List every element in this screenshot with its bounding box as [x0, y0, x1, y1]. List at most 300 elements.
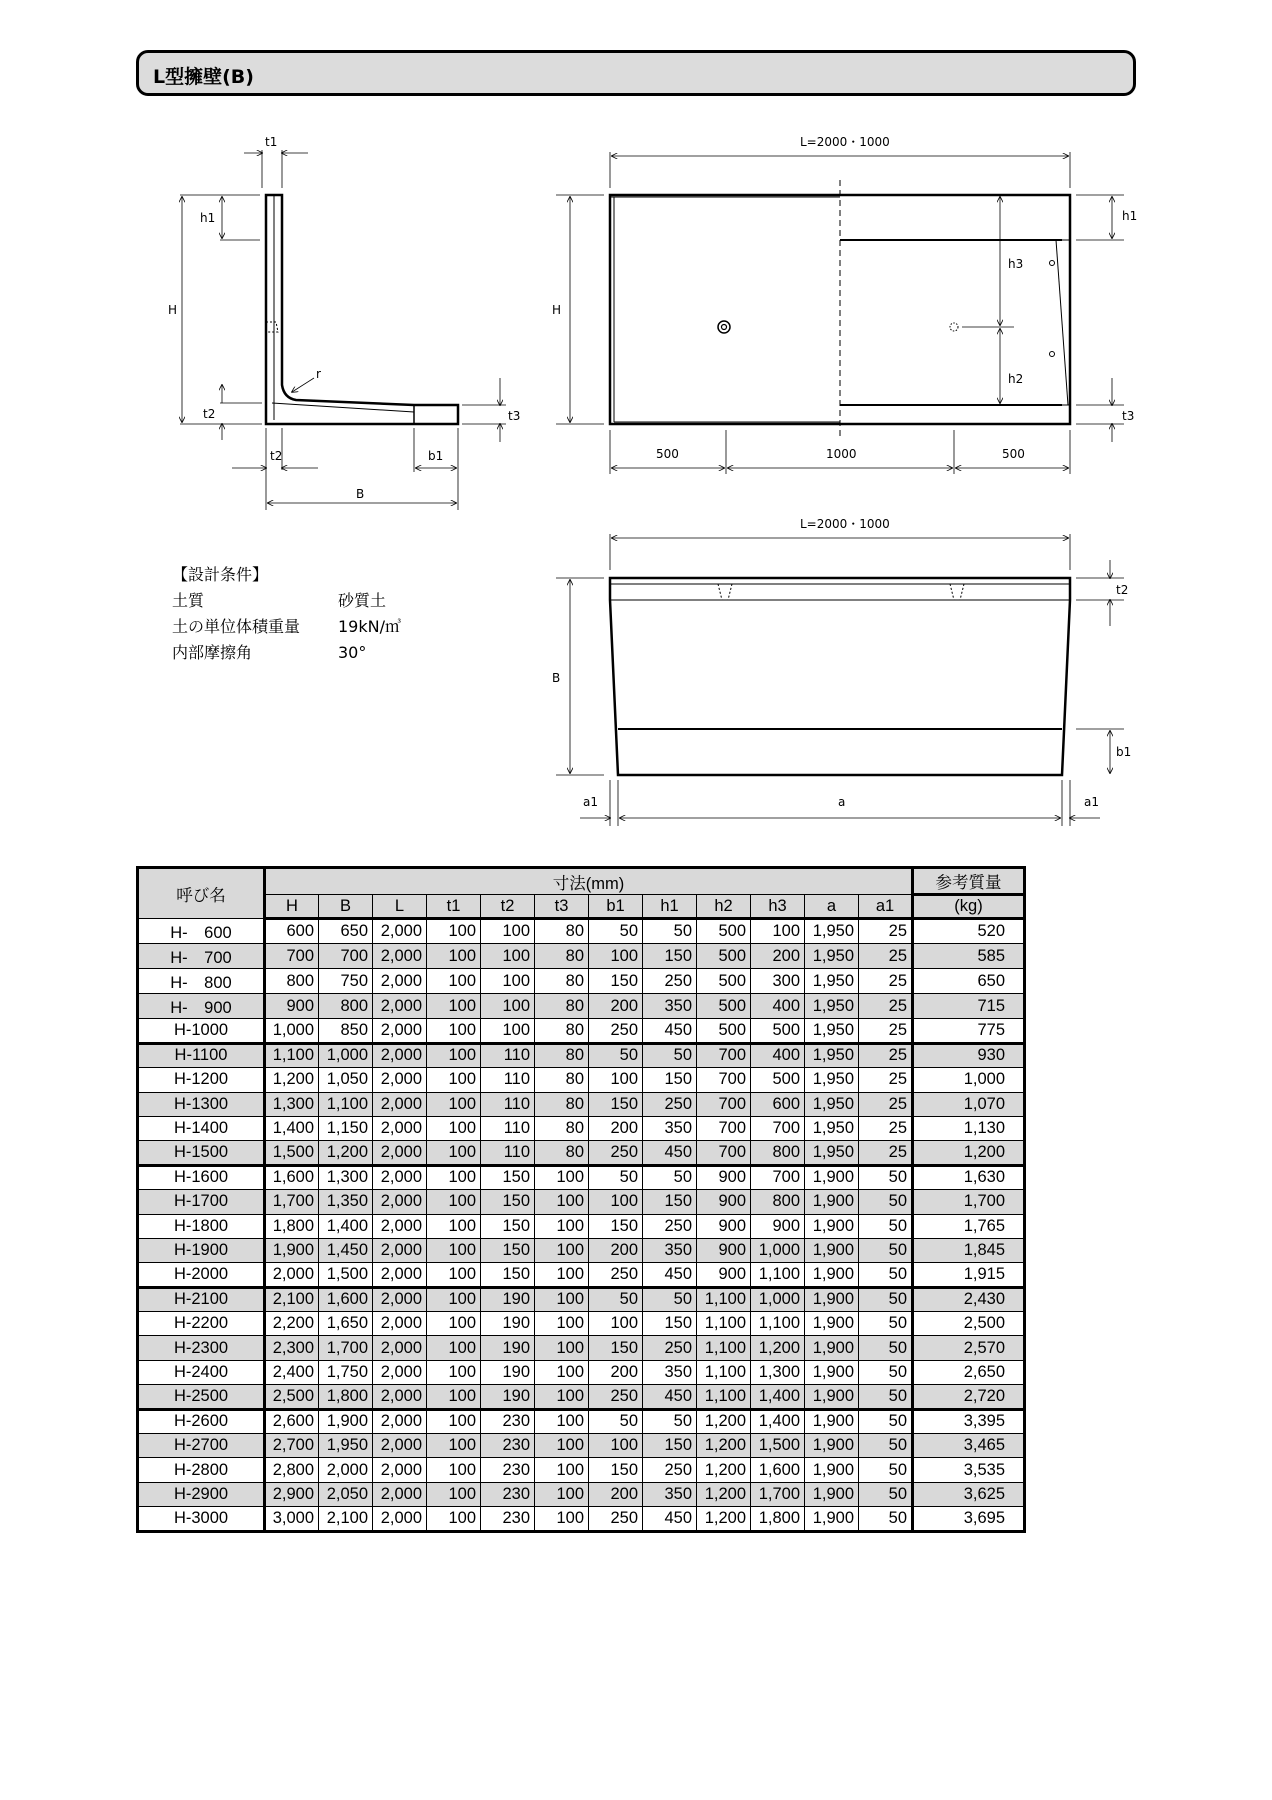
drain-hole-lower [1050, 352, 1055, 357]
table-cell: 50 [589, 1287, 643, 1311]
weight-cell: 1,130 [913, 1116, 1025, 1140]
table-cell: 400 [751, 1043, 805, 1067]
row-name-cell: H-2000 [138, 1263, 265, 1287]
section-labels [168, 135, 520, 501]
row-name-cell: H- 600 [138, 919, 265, 944]
label-500-right: 500 [1002, 447, 1025, 461]
label-a1-right: a1 [1084, 795, 1099, 809]
table-cell: 1,150 [319, 1116, 373, 1140]
label-H: H [168, 303, 178, 317]
table-cell: 800 [751, 1190, 805, 1214]
row-name-cell: H-3000 [138, 1507, 265, 1531]
column-header: t1 [427, 895, 481, 919]
table-cell: 2,600 [265, 1409, 319, 1433]
lift-hole-dotted [266, 322, 278, 332]
table-cell: 230 [481, 1482, 535, 1506]
table-cell: 1,000 [751, 1287, 805, 1311]
table-cell: 2,100 [319, 1507, 373, 1531]
row-name-cell: H-1200 [138, 1068, 265, 1092]
table-cell: 100 [427, 1507, 481, 1531]
table-cell: 2,050 [319, 1482, 373, 1506]
table-cell: 100 [535, 1238, 589, 1262]
condition-label: 内部摩擦角 [172, 643, 253, 662]
table-cell: 1,200 [751, 1336, 805, 1360]
table-cell: 100 [427, 1409, 481, 1433]
table-cell: 1,100 [697, 1360, 751, 1384]
table-cell: 1,100 [697, 1312, 751, 1336]
table-cell: 3,000 [265, 1507, 319, 1531]
column-header: t2 [481, 895, 535, 919]
row-name-cell: H-2300 [138, 1336, 265, 1360]
table-cell: 1,350 [319, 1190, 373, 1214]
table-cell: 1,950 [805, 1092, 859, 1116]
table-cell: 1,400 [265, 1116, 319, 1140]
table-cell: 1,200 [697, 1482, 751, 1506]
table-cell: 150 [643, 1434, 697, 1458]
table-cell: 100 [535, 1482, 589, 1506]
table-cell: 2,000 [373, 1214, 427, 1238]
table-row [138, 969, 1025, 994]
table-cell: 1,800 [319, 1385, 373, 1409]
table-cell: 50 [859, 1409, 913, 1433]
table-cell: 500 [697, 994, 751, 1019]
table-row [138, 1238, 1025, 1262]
table-cell: 700 [751, 1116, 805, 1140]
table-cell: 50 [859, 1434, 913, 1458]
table-cell: 2,000 [373, 1238, 427, 1262]
table-cell: 2,500 [265, 1385, 319, 1409]
table-cell: 700 [751, 1165, 805, 1189]
table-cell: 1,100 [319, 1092, 373, 1116]
row-name-cell: H- 800 [138, 969, 265, 994]
table-row [138, 1434, 1025, 1458]
table-cell: 25 [859, 919, 913, 944]
table-cell: 250 [643, 969, 697, 994]
table-cell: 100 [481, 969, 535, 994]
weight-cell: 3,395 [913, 1409, 1025, 1433]
table-cell: 150 [481, 1165, 535, 1189]
condition-label: 土の単位体積重量 [172, 617, 301, 636]
table-cell: 100 [427, 1263, 481, 1287]
table-cell: 150 [481, 1263, 535, 1287]
table-cell: 50 [859, 1507, 913, 1531]
table-cell: 650 [319, 919, 373, 944]
table-cell: 500 [697, 969, 751, 994]
row-name-cell: H-2800 [138, 1458, 265, 1482]
label-h1-front: h1 [1122, 209, 1138, 223]
table-cell: 50 [859, 1165, 913, 1189]
row-name-cell: H-1700 [138, 1190, 265, 1214]
table-cell: 200 [589, 994, 643, 1019]
table-cell: 1,100 [751, 1263, 805, 1287]
table-cell: 2,000 [373, 1507, 427, 1531]
table-cell: 80 [535, 1116, 589, 1140]
table-cell: 50 [589, 1165, 643, 1189]
table-cell: 100 [589, 944, 643, 969]
row-name-cell: H- 700 [138, 944, 265, 969]
design-conditions [172, 562, 401, 666]
table-cell: 900 [697, 1238, 751, 1262]
weight-cell: 650 [913, 969, 1025, 994]
lift-anchor-right [950, 323, 958, 331]
table-cell: 700 [697, 1092, 751, 1116]
table-cell: 2,000 [373, 1092, 427, 1116]
weight-cell: 2,500 [913, 1312, 1025, 1336]
table-cell: 1,950 [805, 969, 859, 994]
table-cell: 100 [427, 1092, 481, 1116]
technical-drawing [0, 0, 1272, 840]
table-cell: 100 [589, 1190, 643, 1214]
table-cell: 200 [589, 1238, 643, 1262]
table-cell: 110 [481, 1141, 535, 1165]
table-cell: 2,000 [373, 1434, 427, 1458]
label-B: B [356, 487, 365, 501]
table-cell: 1,950 [805, 1141, 859, 1165]
table-cell: 100 [427, 1141, 481, 1165]
table-cell: 100 [427, 1385, 481, 1409]
row-name-cell: H-2100 [138, 1287, 265, 1311]
row-name-cell: H- 900 [138, 994, 265, 1019]
table-cell: 2,900 [265, 1482, 319, 1506]
table-cell: 100 [427, 1190, 481, 1214]
table-cell: 1,750 [319, 1360, 373, 1384]
weight-cell: 3,695 [913, 1507, 1025, 1531]
table-cell: 1,450 [319, 1238, 373, 1262]
table-cell: 100 [427, 1068, 481, 1092]
table-cell: 2,000 [373, 1385, 427, 1409]
table-cell: 2,100 [265, 1287, 319, 1311]
table-cell: 2,000 [373, 969, 427, 994]
table-cell: 50 [859, 1190, 913, 1214]
table-cell: 450 [643, 1019, 697, 1043]
table-cell: 750 [319, 969, 373, 994]
row-name-cell: H-1100 [138, 1043, 265, 1067]
table-cell: 500 [751, 1019, 805, 1043]
column-header: a1 [859, 895, 913, 919]
table-cell: 1,100 [265, 1043, 319, 1067]
table-cell: 1,900 [805, 1385, 859, 1409]
plan-hole-left [718, 584, 732, 600]
header-weight: 参考質量 [913, 868, 1025, 895]
table-cell: 100 [481, 944, 535, 969]
column-header: B [319, 895, 373, 919]
table-cell: 700 [697, 1043, 751, 1067]
table-cell: 1,400 [751, 1409, 805, 1433]
table-cell: 2,000 [319, 1458, 373, 1482]
table-cell: 150 [589, 969, 643, 994]
column-header: a [805, 895, 859, 919]
table-cell: 1,200 [265, 1068, 319, 1092]
row-name-cell: H-1800 [138, 1214, 265, 1238]
table-cell: 1,500 [751, 1434, 805, 1458]
table-row [138, 919, 1025, 944]
table-cell: 1,100 [697, 1336, 751, 1360]
table-cell: 25 [859, 1043, 913, 1067]
table-cell: 50 [859, 1458, 913, 1482]
table-cell: 600 [751, 1092, 805, 1116]
table-cell: 2,000 [373, 919, 427, 944]
table-cell: 80 [535, 919, 589, 944]
table-cell: 450 [643, 1263, 697, 1287]
table-cell: 2,000 [373, 1019, 427, 1043]
table-cell: 100 [535, 1287, 589, 1311]
label-a1-left: a1 [583, 795, 598, 809]
table-cell: 150 [643, 1312, 697, 1336]
table-cell: 1,200 [697, 1434, 751, 1458]
table-cell: 1,700 [751, 1482, 805, 1506]
table-cell: 80 [535, 1068, 589, 1092]
row-name-cell: H-2200 [138, 1312, 265, 1336]
weight-cell: 2,570 [913, 1336, 1025, 1360]
table-cell: 1,300 [265, 1092, 319, 1116]
table-row [138, 1458, 1025, 1482]
table-cell: 1,200 [319, 1141, 373, 1165]
table-cell: 100 [427, 1458, 481, 1482]
table-cell: 100 [427, 1116, 481, 1140]
table-cell: 2,000 [373, 1482, 427, 1506]
table-cell: 110 [481, 1043, 535, 1067]
table-cell: 250 [643, 1214, 697, 1238]
plan-hole-right [950, 584, 964, 600]
table-cell: 25 [859, 1092, 913, 1116]
table-cell: 190 [481, 1336, 535, 1360]
table-cell: 25 [859, 1116, 913, 1140]
table-cell: 350 [643, 1238, 697, 1262]
table-cell: 1,950 [805, 944, 859, 969]
table-cell: 1,000 [265, 1019, 319, 1043]
section-view [180, 150, 506, 510]
table-cell: 250 [589, 1507, 643, 1531]
table-cell: 1,950 [805, 1043, 859, 1067]
table-row [138, 1116, 1025, 1140]
weight-cell: 715 [913, 994, 1025, 1019]
table-cell: 80 [535, 1043, 589, 1067]
table-cell: 250 [643, 1092, 697, 1116]
table-cell: 2,000 [373, 1263, 427, 1287]
weight-cell: 1,765 [913, 1214, 1025, 1238]
table-cell: 700 [697, 1068, 751, 1092]
table-cell: 1,650 [319, 1312, 373, 1336]
table-cell: 250 [589, 1385, 643, 1409]
table-cell: 190 [481, 1312, 535, 1336]
table-cell: 230 [481, 1434, 535, 1458]
table-cell: 1,900 [265, 1238, 319, 1262]
table-cell: 25 [859, 1068, 913, 1092]
table-cell: 100 [427, 1238, 481, 1262]
table-row [138, 1214, 1025, 1238]
table-cell: 1,000 [751, 1238, 805, 1262]
weight-cell: 930 [913, 1043, 1025, 1067]
table-cell: 2,000 [373, 1336, 427, 1360]
table-cell: 1,400 [751, 1385, 805, 1409]
table-row [138, 944, 1025, 969]
table-cell: 190 [481, 1360, 535, 1384]
column-header: h1 [643, 895, 697, 919]
table-cell: 150 [643, 944, 697, 969]
table-cell: 900 [697, 1214, 751, 1238]
table-cell: 2,200 [265, 1312, 319, 1336]
table-cell: 1,500 [319, 1263, 373, 1287]
table-cell: 1,950 [805, 1116, 859, 1140]
table-cell: 1,950 [805, 1019, 859, 1043]
table-row [138, 1263, 1025, 1287]
table-cell: 100 [535, 1385, 589, 1409]
table-cell: 350 [643, 1482, 697, 1506]
table-cell: 50 [643, 919, 697, 944]
table-cell: 2,000 [373, 1360, 427, 1384]
label-B-plan: B [552, 671, 561, 685]
table-cell: 2,000 [373, 1287, 427, 1311]
condition-value: 19kN/㎥ [338, 617, 401, 636]
label-a: a [838, 795, 846, 809]
condition-row [172, 614, 401, 640]
table-cell: 1,950 [319, 1434, 373, 1458]
table-cell: 2,000 [373, 1190, 427, 1214]
table-cell: 100 [427, 1312, 481, 1336]
table-cell: 700 [265, 944, 319, 969]
table-cell: 1,800 [265, 1214, 319, 1238]
weight-cell: 1,000 [913, 1068, 1025, 1092]
condition-value: 砂質土 [338, 591, 387, 610]
header-dimensions: 寸法(mm) [265, 868, 913, 895]
table-row [138, 1336, 1025, 1360]
plan-labels [552, 517, 1131, 809]
weight-cell: 1,630 [913, 1165, 1025, 1189]
table-cell: 1,950 [805, 919, 859, 944]
weight-cell: 2,430 [913, 1287, 1025, 1311]
column-header: h2 [697, 895, 751, 919]
header-weight-unit: (kg) [913, 895, 1025, 919]
table-cell: 250 [589, 1141, 643, 1165]
table-cell: 100 [589, 1312, 643, 1336]
table-cell: 350 [643, 1360, 697, 1384]
table-cell: 100 [427, 1019, 481, 1043]
table-cell: 110 [481, 1068, 535, 1092]
table-cell: 80 [535, 1019, 589, 1043]
table-cell: 80 [535, 1092, 589, 1116]
table-cell: 150 [643, 1190, 697, 1214]
table-cell: 230 [481, 1507, 535, 1531]
table-cell: 450 [643, 1385, 697, 1409]
weight-cell: 1,070 [913, 1092, 1025, 1116]
table-cell: 250 [589, 1019, 643, 1043]
table-cell: 2,000 [373, 994, 427, 1019]
row-name-cell: H-2400 [138, 1360, 265, 1384]
label-L-front: L=2000・1000 [800, 135, 890, 149]
table-cell: 450 [643, 1507, 697, 1531]
conditions-heading: 【設計条件】 [172, 565, 269, 584]
plan-view [556, 534, 1124, 826]
table-cell: 500 [697, 919, 751, 944]
table-cell: 850 [319, 1019, 373, 1043]
table-cell: 100 [481, 919, 535, 944]
table-cell: 2,400 [265, 1360, 319, 1384]
table-cell: 100 [535, 1434, 589, 1458]
table-cell: 1,400 [319, 1214, 373, 1238]
front-elevation [556, 152, 1124, 474]
table-row [138, 1385, 1025, 1409]
taper-edge [1056, 240, 1068, 405]
table-cell: 250 [589, 1263, 643, 1287]
table-cell: 100 [535, 1360, 589, 1384]
table-cell: 100 [589, 1068, 643, 1092]
label-t2-plan: t2 [1116, 583, 1129, 597]
weight-cell: 1,700 [913, 1190, 1025, 1214]
table-cell: 150 [589, 1458, 643, 1482]
table-cell: 1,700 [319, 1336, 373, 1360]
table-cell: 2,000 [373, 1312, 427, 1336]
front-labels [552, 135, 1137, 461]
table-cell: 500 [697, 944, 751, 969]
table-cell: 900 [751, 1214, 805, 1238]
table-cell: 1,100 [697, 1385, 751, 1409]
row-name-cell: H-1900 [138, 1238, 265, 1262]
table-cell: 300 [751, 969, 805, 994]
table-cell: 100 [427, 1336, 481, 1360]
table-cell: 50 [589, 1043, 643, 1067]
table-cell: 80 [535, 944, 589, 969]
table-cell: 230 [481, 1458, 535, 1482]
label-500-left: 500 [656, 447, 679, 461]
table-cell: 1,900 [805, 1458, 859, 1482]
table-cell: 1,950 [805, 994, 859, 1019]
table-cell: 50 [643, 1165, 697, 1189]
label-h1: h1 [200, 211, 216, 225]
table-cell: 100 [427, 919, 481, 944]
table-cell: 2,000 [373, 1043, 427, 1067]
table-cell: 100 [427, 944, 481, 969]
table-cell: 1,200 [697, 1409, 751, 1433]
table-cell: 600 [265, 919, 319, 944]
table-cell: 50 [859, 1312, 913, 1336]
table-cell: 100 [427, 1165, 481, 1189]
row-name-cell: H-1400 [138, 1116, 265, 1140]
table-row [138, 1043, 1025, 1067]
table-cell: 900 [697, 1190, 751, 1214]
table-cell: 1,300 [751, 1360, 805, 1384]
table-cell: 100 [427, 969, 481, 994]
label-b1: b1 [428, 449, 444, 463]
table-cell: 25 [859, 969, 913, 994]
label-h2: h2 [1008, 372, 1024, 386]
table-cell: 450 [643, 1141, 697, 1165]
table-cell: 100 [751, 919, 805, 944]
table-row [138, 1019, 1025, 1043]
table-cell: 1,900 [805, 1190, 859, 1214]
table-cell: 2,800 [265, 1458, 319, 1482]
table-cell: 700 [697, 1116, 751, 1140]
table-cell: 800 [319, 994, 373, 1019]
header-subrow [138, 895, 1025, 919]
table-cell: 1,900 [805, 1312, 859, 1336]
column-header: h3 [751, 895, 805, 919]
table-cell: 2,000 [373, 1409, 427, 1433]
table-cell: 50 [859, 1214, 913, 1238]
table-cell: 50 [589, 1409, 643, 1433]
table-cell: 1,200 [697, 1458, 751, 1482]
table-cell: 100 [535, 1190, 589, 1214]
condition-label: 土質 [172, 591, 205, 610]
table-cell: 1,300 [319, 1165, 373, 1189]
weight-cell: 585 [913, 944, 1025, 969]
table-cell: 50 [859, 1238, 913, 1262]
table-cell: 100 [535, 1409, 589, 1433]
table-cell: 2,000 [373, 1165, 427, 1189]
table-cell: 100 [427, 1482, 481, 1506]
table-cell: 150 [481, 1238, 535, 1262]
table-cell: 350 [643, 994, 697, 1019]
table-cell: 1,900 [805, 1238, 859, 1262]
